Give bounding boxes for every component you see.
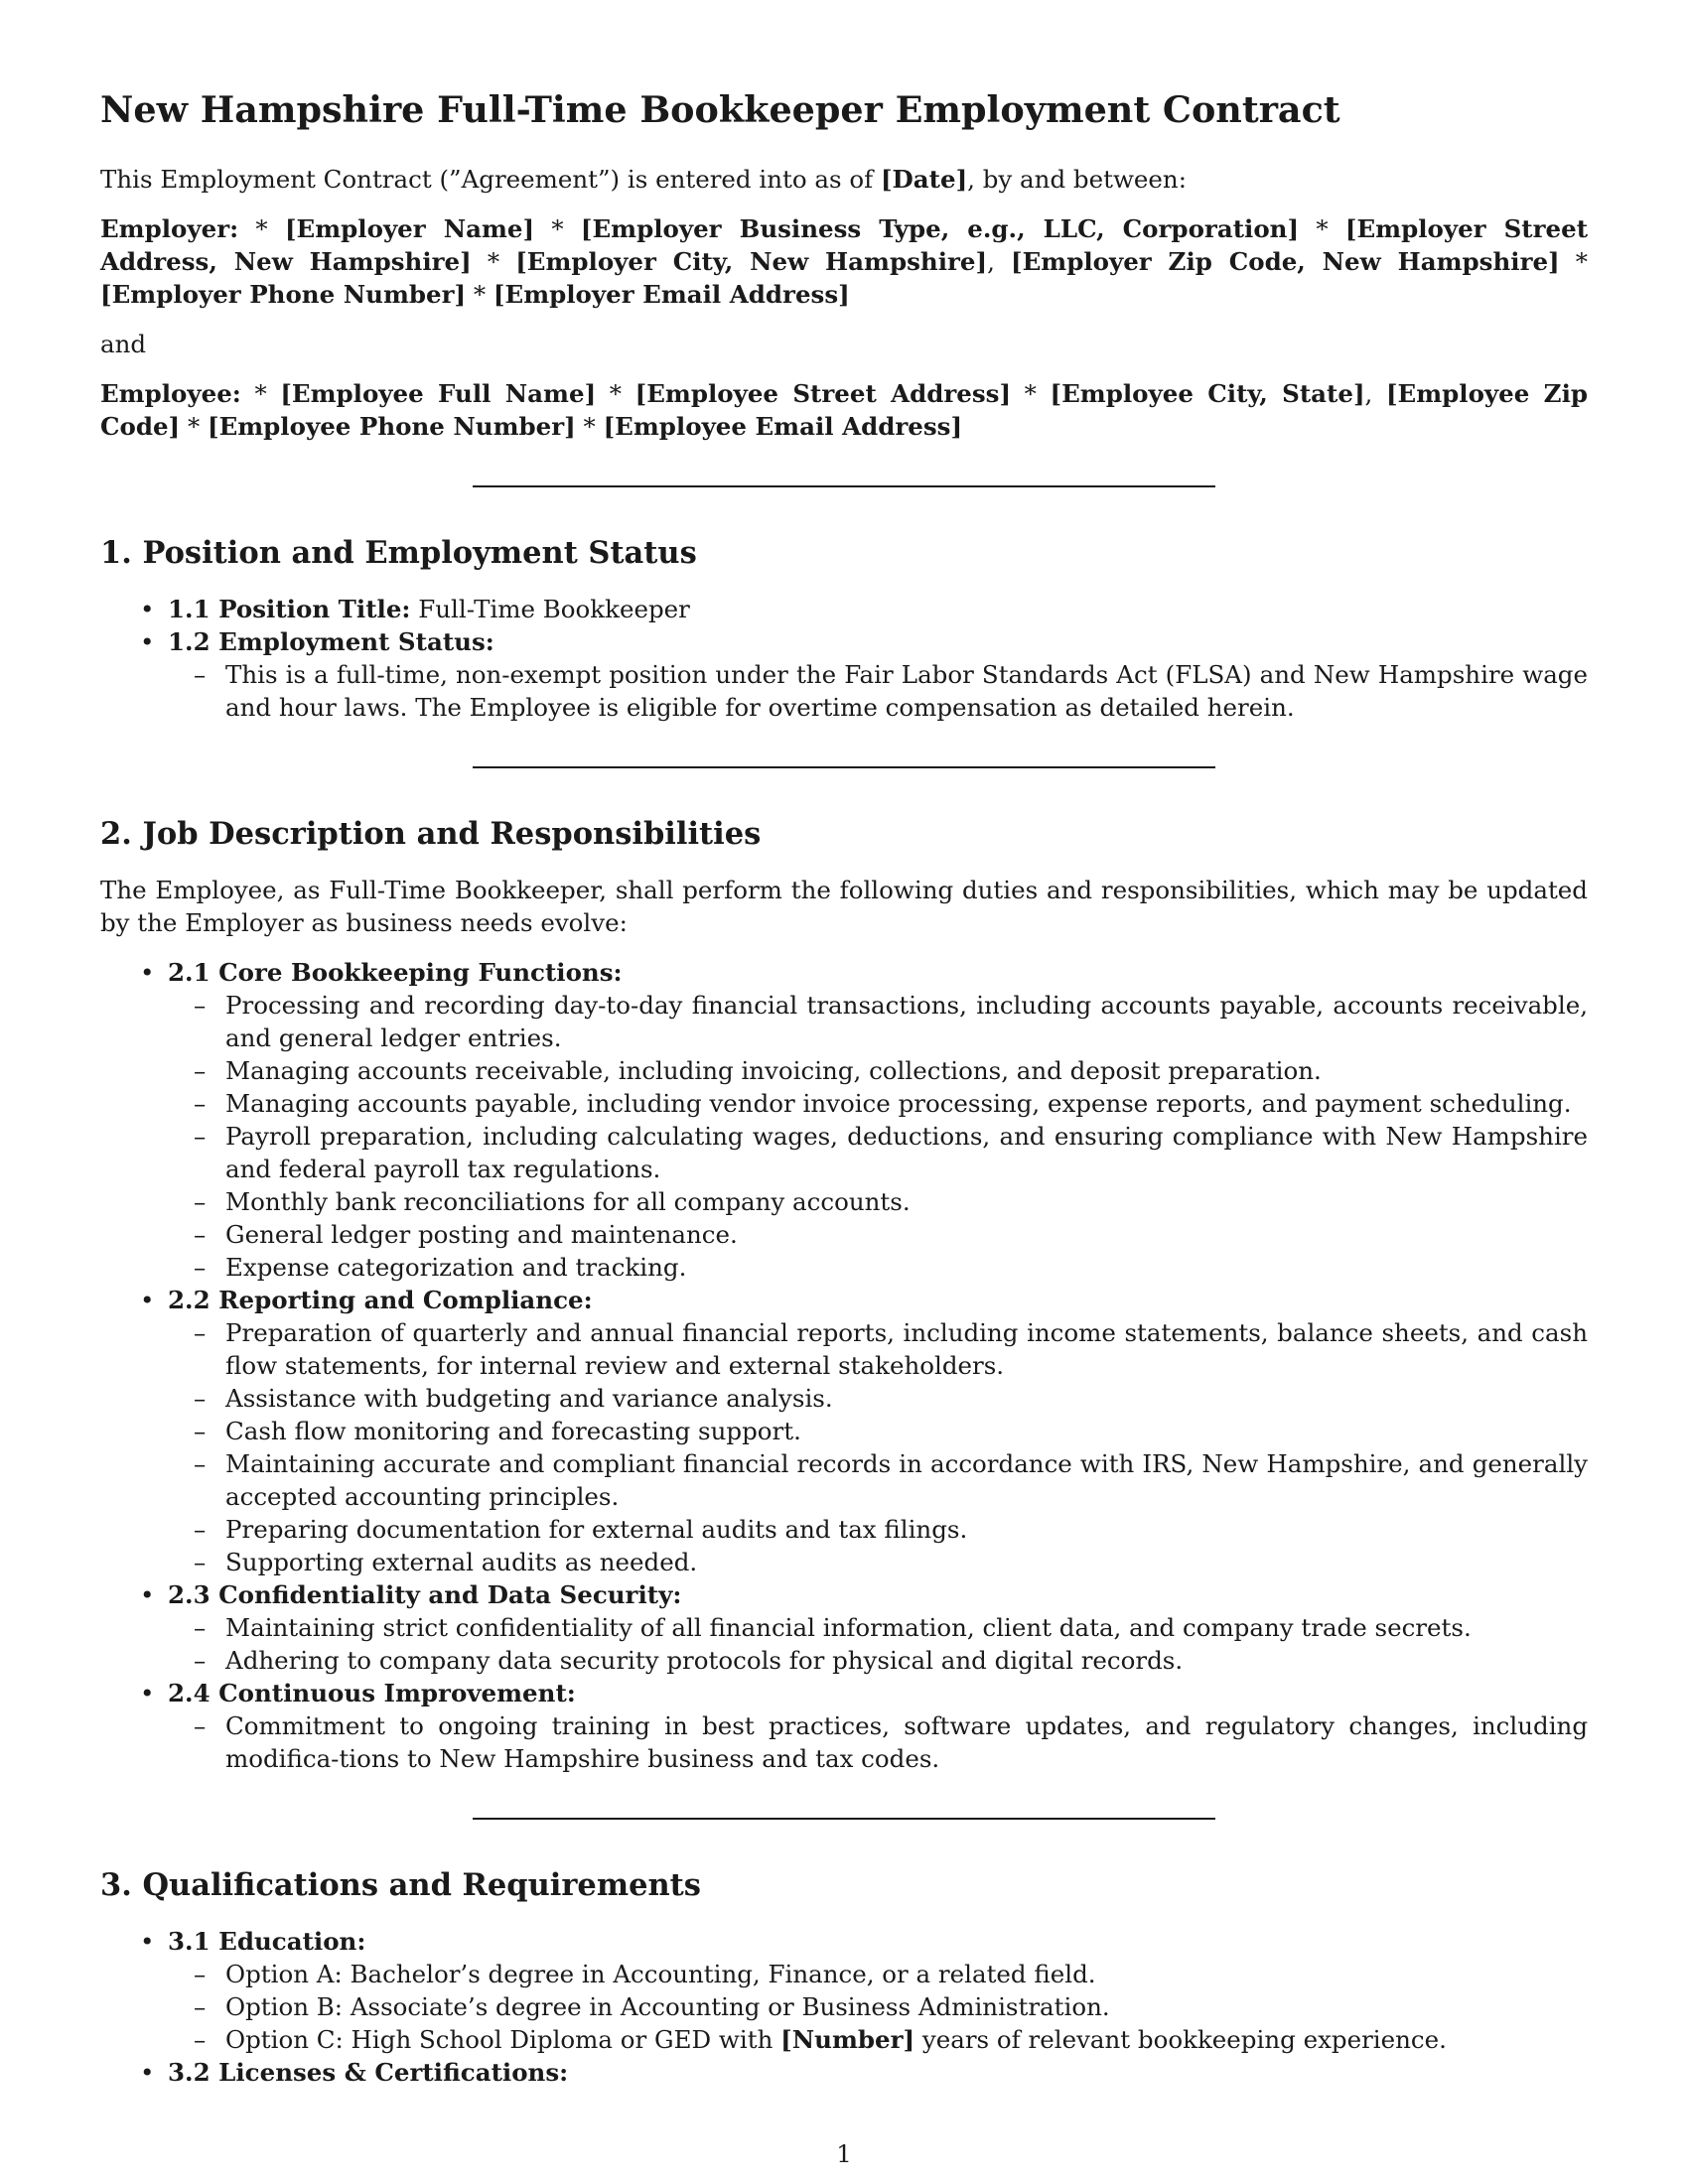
sub-list-item — [168, 1218, 1588, 1251]
employer-zip: [Employer Zip Code, New Hampshire] — [1011, 247, 1560, 276]
employer-label: Employer: — [100, 214, 239, 243]
employer-name: [Employer Name] — [284, 214, 535, 243]
sub-item-text: Maintaining strict confidentiality of all financial information, client data, and company trade secrets. — [225, 1613, 1472, 1642]
dash-icon: – — [194, 1122, 207, 1151]
list-item — [100, 1284, 1588, 1578]
bullet-icon: • — [140, 1580, 155, 1609]
number-placeholder: [Number] — [780, 2025, 915, 2054]
dash-icon: – — [194, 1613, 207, 1642]
sub-item-text: Cash flow monitoring and forecasting support. — [225, 1417, 801, 1445]
bullet-icon: • — [140, 595, 155, 623]
sub-list — [168, 1611, 1588, 1677]
employee-street: [Employee Street Address] — [634, 379, 1012, 408]
sub-list — [168, 658, 1588, 724]
sub-list-item — [168, 2023, 1588, 2056]
bullet-icon: • — [140, 627, 155, 656]
sub-list-item — [168, 1120, 1588, 1185]
item-label: 1.2 Employment Status: — [168, 627, 494, 656]
list-item — [100, 1925, 1588, 2056]
sub-list-item — [168, 658, 1588, 724]
section-divider — [473, 1818, 1215, 1820]
employer-email: [Employer Email Address] — [492, 280, 850, 309]
dash-icon: – — [194, 1187, 207, 1216]
item-label: 2.3 Confidentiality and Data Security: — [168, 1580, 682, 1609]
sub-list-item — [168, 1546, 1588, 1578]
employer-street: [Employer Street Address, New Hampshire] — [100, 214, 1589, 276]
intro-paragraph — [100, 163, 1588, 196]
page-number: 1 — [836, 2139, 852, 2168]
item-label: 3.1 Education: — [168, 1927, 366, 1956]
sub-item-text: Monthly bank reconciliations for all company accounts. — [225, 1187, 911, 1216]
item-label: 2.1 Core Bookkeeping Functions: — [168, 958, 623, 987]
item-value: Full-Time Bookkeeper — [410, 595, 690, 623]
section-2-intro: The Employee, as Full-Time Bookkeeper, shall perform the following duties and responsibilities, which may be updated by the Employer as business needs evolve: — [100, 876, 1588, 937]
dash-icon: – — [194, 1449, 207, 1478]
list-item — [100, 593, 1588, 625]
list-item — [100, 2056, 1588, 2089]
dash-icon: – — [194, 1417, 207, 1445]
sub-item-text: Processing and recording day-to-day financial transactions, including accounts payable, accounts receivable, and general ledger entries. — [225, 991, 1588, 1052]
employer-block: Employer: * [Employer Name] * [Employer Business Type, e.g., LLC, Corporation] * [Employer Street Address, New Hampshire] * [Employer City, New Hampshire], [Employer Zip Code, New Hampshire] * [Employer Phone Number] * [Employer Email Address] — [100, 214, 1589, 309]
sub-list-item — [168, 989, 1588, 1054]
sub-item-text: years of relevant bookkeeping experience. — [914, 2025, 1447, 2054]
item-label: 3.2 Licenses & Certifications: — [168, 2058, 569, 2087]
sub-item-text: Maintaining accurate and compliant financial records in accordance with IRS, New Hampshire, and generally accepted accounting principles. — [225, 1449, 1588, 1511]
item-label: 2.4 Continuous Improvement: — [168, 1679, 576, 1707]
sub-item-text: General ledger posting and maintenance. — [225, 1220, 738, 1249]
bullet-icon: • — [140, 1927, 155, 1956]
sub-list-item — [168, 1087, 1588, 1120]
sub-list — [168, 1709, 1588, 1775]
sub-item-text: This is a full-time, non-exempt position under the Fair Labor Standards Act (FLSA) and New Hampshire wage and hour laws. The Employee is eligible for overtime compensation as detailed herein. — [225, 660, 1588, 722]
sub-list-item — [168, 1382, 1588, 1415]
employee-block: Employee: * [Employee Full Name] * [Employee Street Address] * [Employee City, State], [Employee Zip Code] * [Employee Phone Number] * [Employee Email Address] — [100, 379, 1589, 441]
employee-city: [Employee City, State] — [1050, 379, 1365, 408]
item-label: 1.1 Position Title: — [168, 595, 411, 623]
dash-icon: – — [194, 1318, 207, 1347]
dash-icon: – — [194, 1960, 207, 1988]
dash-icon: – — [194, 1384, 207, 1413]
employer-city: [Employer City, New Hampshire] — [515, 247, 988, 276]
list-item — [100, 625, 1588, 724]
section-heading: 3. Qualifications and Requirements — [100, 1867, 701, 1903]
sub-list-item — [168, 1513, 1588, 1546]
sub-item-text: Preparing documentation for external audits and tax filings. — [225, 1515, 968, 1544]
sub-item-text: Payroll preparation, including calculating wages, deductions, and ensuring compliance with New Hampshire and federal payroll tax regulations. — [225, 1122, 1588, 1183]
and-text: and — [100, 330, 147, 358]
list-item — [100, 956, 1588, 1284]
dash-icon: – — [194, 1056, 207, 1085]
sub-list-item — [168, 1251, 1588, 1284]
dash-icon: – — [194, 1089, 207, 1118]
dash-icon: – — [194, 2025, 207, 2054]
date-placeholder: [Date] — [880, 165, 968, 194]
bullet-icon: • — [140, 1679, 155, 1707]
sub-list-item — [168, 1185, 1588, 1218]
sub-item-text: Assistance with budgeting and variance analysis. — [225, 1384, 833, 1413]
employer-phone: [Employer Phone Number] — [100, 280, 467, 309]
sub-item-text: Commitment to ongoing training in best practices, software updates, and regulatory changes, including modifica-tions to New Hampshire business and tax codes. — [225, 1711, 1588, 1773]
section-divider — [473, 766, 1215, 768]
dash-icon: – — [194, 1220, 207, 1249]
item-label: 2.2 Reporting and Compliance: — [168, 1286, 593, 1314]
employee-zip: [Employee Zip Code] — [100, 379, 1589, 441]
section-1-list — [100, 593, 1588, 724]
employee-phone: [Employee Phone Number] — [207, 412, 576, 441]
section-heading: 1. Position and Employment Status — [100, 535, 697, 571]
sub-list — [168, 989, 1588, 1284]
sub-item-text: Option A: Bachelor’s degree in Accounting, Finance, or a related field. — [225, 1960, 1096, 1988]
sub-item-text: Managing accounts payable, including vendor invoice processing, expense reports, and payment scheduling. — [225, 1089, 1572, 1118]
sub-list-item — [168, 1054, 1588, 1087]
list-item — [100, 1578, 1588, 1677]
sub-list-item — [168, 1644, 1588, 1677]
sub-list-item — [168, 1415, 1588, 1447]
document-title: New Hampshire Full-Time Bookkeeper Employment Contract — [100, 88, 1340, 131]
intro-text-before: This Employment Contract (”Agreement”) is entered into as of — [100, 165, 881, 194]
section-heading: 2. Job Description and Responsibilities — [100, 816, 762, 852]
sub-list-item — [168, 1316, 1588, 1382]
bullet-icon: • — [140, 958, 155, 987]
dash-icon: – — [194, 660, 207, 689]
dash-icon: – — [194, 1711, 207, 1740]
sub-list-item — [168, 1990, 1588, 2023]
employee-name: [Employee Full Name] — [280, 379, 597, 408]
employee-label: Employee: — [100, 379, 241, 408]
section-divider — [473, 485, 1215, 487]
intro-text-after: , by and between: — [967, 165, 1187, 194]
sub-item-text: Expense categorization and tracking. — [225, 1253, 687, 1282]
section-3-list — [100, 1925, 1588, 2089]
dash-icon: – — [194, 1992, 207, 2021]
dash-icon: – — [194, 1548, 207, 1576]
section-2-list — [100, 956, 1588, 1775]
bullet-icon: • — [140, 1286, 155, 1314]
sub-item-text: Managing accounts receivable, including invoicing, collections, and deposit preparation. — [225, 1056, 1322, 1085]
sub-list-item — [168, 1447, 1588, 1513]
contract-body — [100, 87, 1588, 2089]
dash-icon: – — [194, 991, 207, 1020]
sub-item-text: Supporting external audits as needed. — [225, 1548, 698, 1576]
dash-icon: – — [194, 1253, 207, 1282]
list-item — [100, 1677, 1588, 1775]
sub-list-item — [168, 1709, 1588, 1775]
sub-item-text: Adhering to company data security protocols for physical and digital records. — [225, 1646, 1184, 1675]
dash-icon: – — [194, 1515, 207, 1544]
sub-list-item — [168, 1611, 1588, 1644]
dash-icon: – — [194, 1646, 207, 1675]
sub-item-text: Option C: High School Diploma or GED with — [225, 2025, 781, 2054]
sub-list-item — [168, 1958, 1588, 1990]
sub-list — [168, 1316, 1588, 1578]
employee-email: [Employee Email Address] — [603, 412, 963, 441]
employer-business-type: [Employer Business Type, e.g., LLC, Corporation] — [580, 214, 1300, 243]
sub-item-text: Option B: Associate’s degree in Accounting or Business Administration. — [225, 1992, 1110, 2021]
sub-list — [168, 1958, 1588, 2056]
bullet-icon: • — [140, 2058, 155, 2087]
sub-item-text: Preparation of quarterly and annual financial reports, including income statements, balance sheets, and cash flow statements, for internal review and external stakeholders. — [225, 1318, 1588, 1380]
